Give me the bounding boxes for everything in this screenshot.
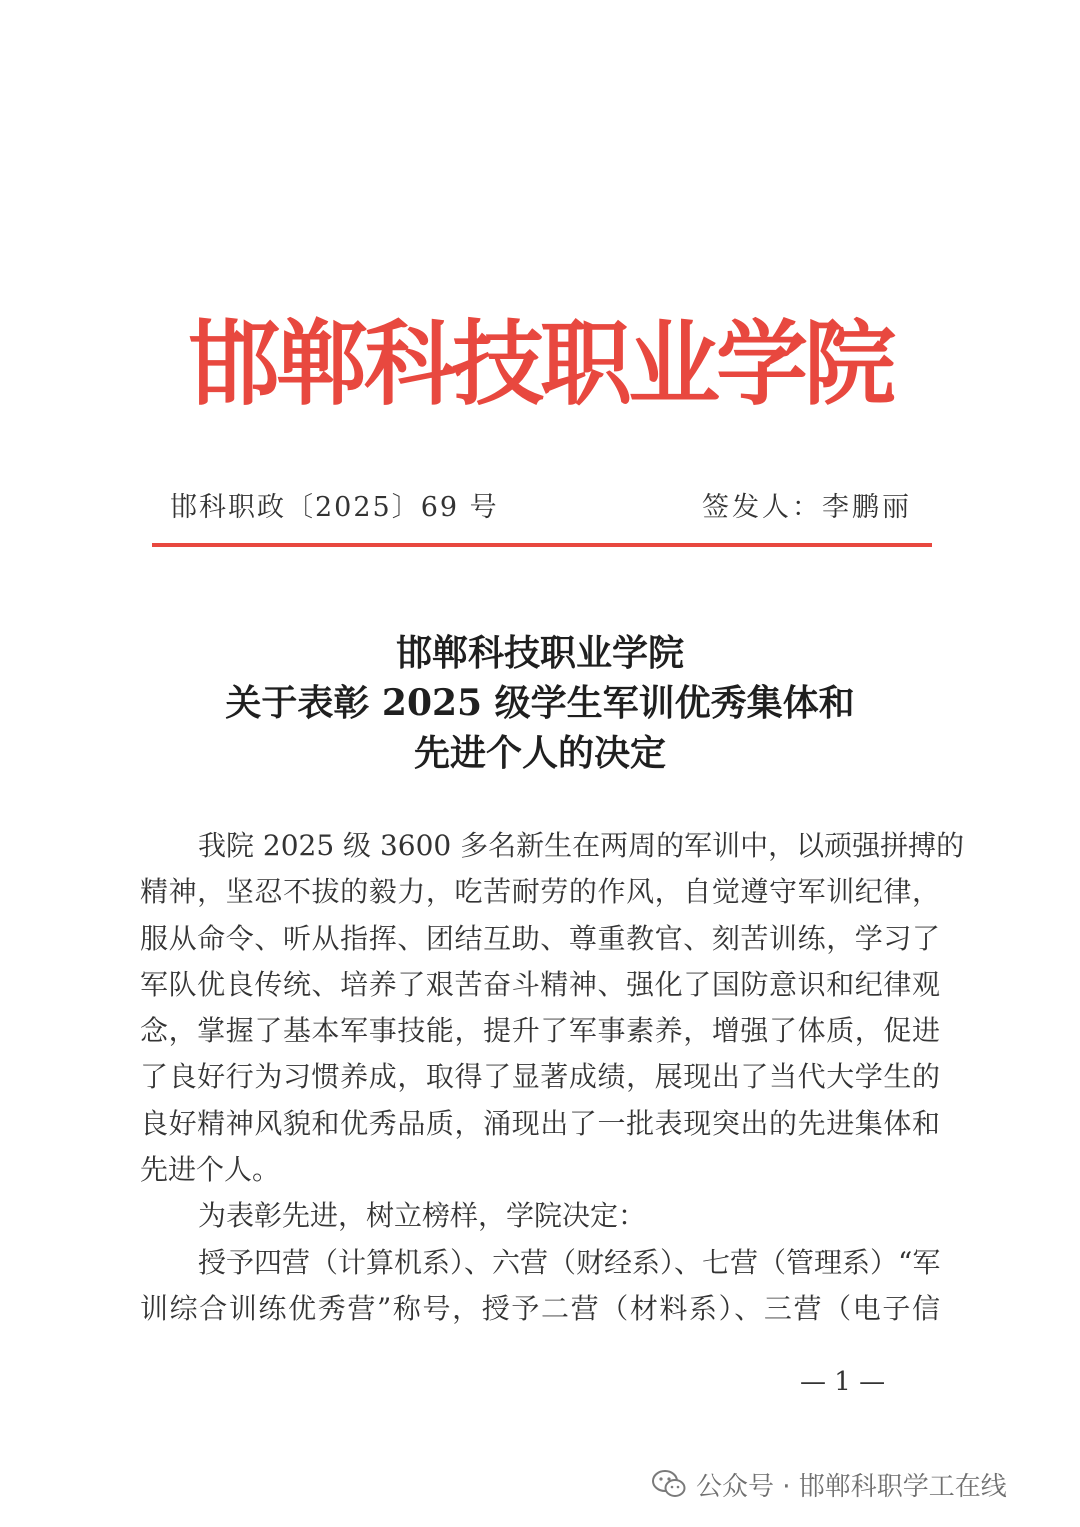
document-number: 邯科职政〔2025〕69 号 bbox=[170, 492, 499, 523]
wechat-icon bbox=[652, 1469, 686, 1499]
masthead-title: 邯郸科技职业学院 bbox=[187, 311, 892, 418]
title-line-1: 邯郸科技职业学院 bbox=[395, 632, 684, 674]
title-line-2: 关于表彰 2025 级学生军训优秀集体和 bbox=[225, 682, 855, 724]
body-line: 先进个人。 bbox=[140, 1153, 281, 1187]
body-line: 军队优良传统、培养了艰苦奋斗精神、强化了国防意识和纪律观 bbox=[140, 967, 940, 1001]
watermark-text: 公众号 · 邯郸科职学工在线 bbox=[696, 1471, 1007, 1502]
red-divider bbox=[152, 543, 932, 547]
body-line: 为表彰先进，树立榜样，学院决定： bbox=[198, 1199, 647, 1233]
body-line: 念，掌握了基本军事技能，提升了军事素养，增强了体质，促进 bbox=[140, 1014, 940, 1048]
page-number: — 1 — bbox=[800, 1367, 886, 1397]
body-line: 服从命令、听从指挥、团结互助、尊重教官、刻苦训练，学习了 bbox=[140, 921, 940, 955]
body-line: 授予四营（计算机系）、六营（财经系）、七营（管理系）“军 bbox=[198, 1245, 941, 1279]
signer: 签发人：李鹏丽 bbox=[702, 492, 912, 523]
body-line: 了良好行为习惯养成，取得了显著成绩，展现出了当代大学生的 bbox=[140, 1060, 940, 1094]
body-line: 精神，坚忍不拔的毅力，吃苦耐劳的作风，自觉遵守军训纪律， bbox=[140, 875, 940, 909]
body-line: 良好精神风貌和优秀品质，涌现出了一批表现突出的先进集体和 bbox=[140, 1106, 940, 1140]
watermark bbox=[652, 1462, 1007, 1506]
body-line: 训综合训练优秀营”称号，授予二营（材料系）、三营（电子信 bbox=[140, 1291, 940, 1325]
body-line: 我院 2025 级 3600 多名新生在两周的军训中，以顽强拼搏的 bbox=[198, 829, 965, 862]
document-title bbox=[140, 628, 940, 778]
document-body bbox=[140, 823, 965, 1332]
title-line-3: 先进个人的决定 bbox=[413, 732, 666, 774]
